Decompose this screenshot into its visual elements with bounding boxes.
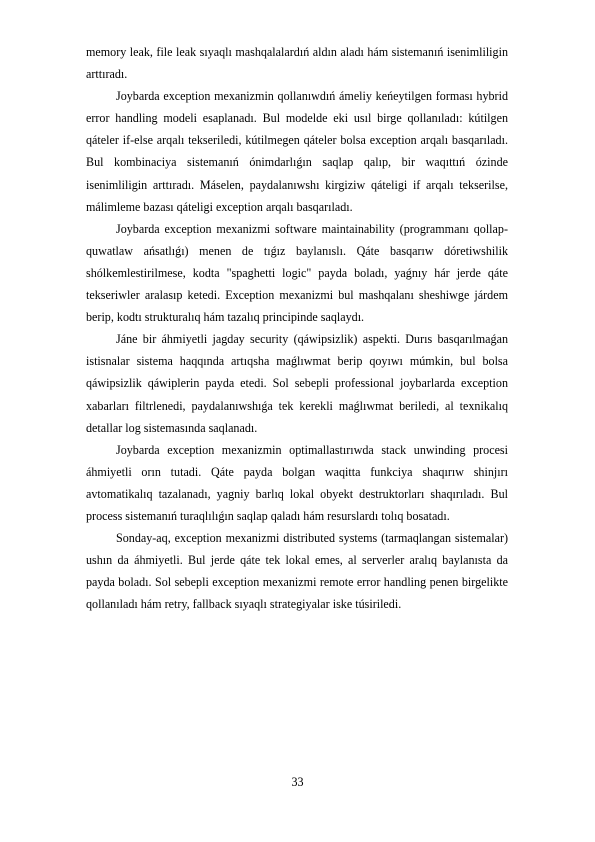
paragraph-security: Jáne bir áhmiyetli jagday security (qáwipsizlik) aspekti. Durıs basqarılmaǵan istisnalar sistema haqqında artıqsha maǵlıwmat berip qoyıwı múmkin, bul bolsa qáwipsizlik qáwiplerin payda etedi. Sol sebepli professional joybarlarda exception xabarları filtrlenedi, paydalanıwshıǵa tek kerekli maǵlıwmat beriledi, al texnikalıq detallar log sistemasında saqlanadı.	[86, 332, 508, 435]
paragraph-stack-unwinding: Joybarda exception mexanizmin optimallastırıwda stack unwinding procesi áhmiyetli orın tutadi. Qáte payda bolgan waqitta funkciya shaqırıw shinjırı avtomatikalıq tazalanadı, yagniy barlıq lokal obyekt destruktorları shaqırıladı. Bul process sistemanıń turaqlılıǵın saqlap qaladı hám resurslardı tolıq bosatadı.	[86, 442, 508, 523]
paragraph-maintainability: Joybarda exception mexanizmi software maintainability (programmanı qollap-quwatlaw ańsatlıǵı) menen de tıǵız baylanıslı. Qáte basqarıw dóretiwshilik shólkemlestirilmese, kodta "spaghetti logic" payda boladı, yaǵnıy hár jerde qáte tekseriwler aralasıp ketedi. Exception mexanizmi bul mashqalanı sheshiwge járdem berip, kodtı strukturalıq hám tazalıq principinde saqlaydı.	[86, 221, 508, 325]
paragraph-continuation: memory leak, file leak sıyaqlı mashqalalardıń aldın aladı hám sistemanıń isenimliligin arttıradı.	[86, 45, 508, 82]
paragraph-distributed-systems: Sonday-aq, exception mexanizmi distributed systems (tarmaqlangan sistemalar) ushın da áhmiyetli. Bul jerde qáte tek lokal emes, al serverler aralıq baylanısta da payda boladı. Sol sebepli exception mexanizmi remote error handling penen birgelikte qollanıladı hám retry, fallback sıyaqlı strategiyalar iske túsiriledi.	[86, 531, 508, 612]
paragraph-hybrid-error-handling: Joybarda exception mexanizmin qollanıwdıń ámeliy keńeytilgen forması hybrid error handling modeli esaplanadı. Bul modelde eki usıl birge qollanıladı: kútilgen qáteler if-else arqalı tekseriledi, kútilmegen qáteler bolsa exception arqalı basqarıladı. Bul kombinaciya sistemanıń ónimdarlıǵın saqlap qalıp, bir waqıttıń ózinde isenimliligin arttıradı. Máselen, paydalanıwshı kirgiziw qáteligi if arqalı tekserilse, málimleme bazası qáteligi exception arqalı basqarıladı.	[86, 89, 508, 214]
body-text	[86, 41, 508, 615]
page-number: 33	[291, 775, 304, 789]
